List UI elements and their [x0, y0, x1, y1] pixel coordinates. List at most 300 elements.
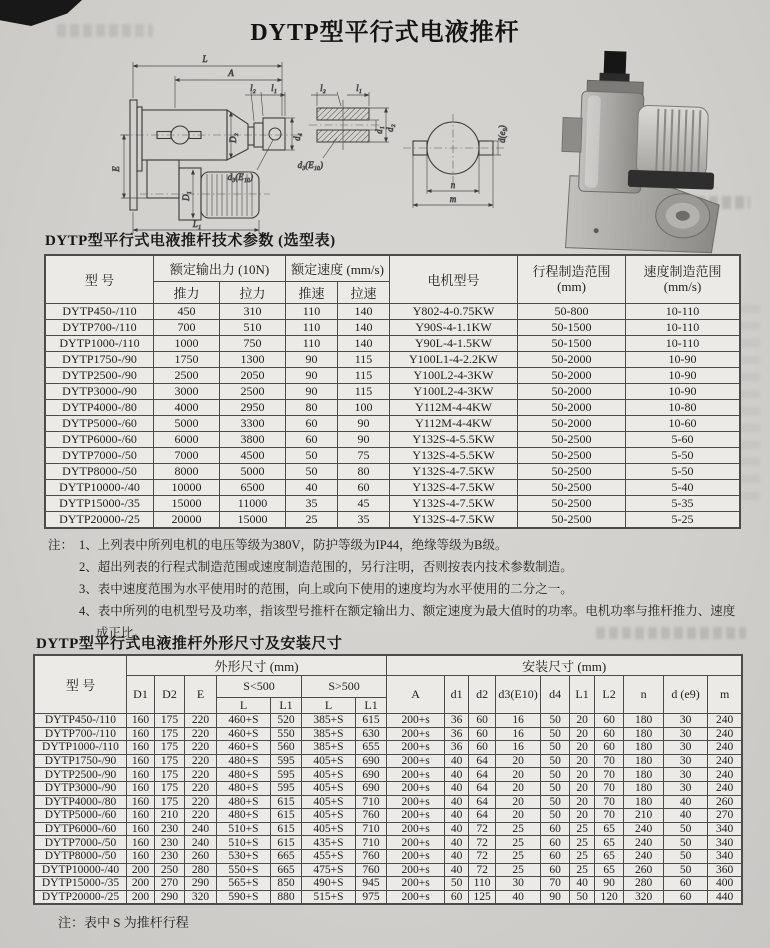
- col-header-install-dims: 安装尺寸 (mm): [387, 656, 742, 676]
- value-cell: 665: [271, 849, 302, 863]
- value-cell: 240: [708, 714, 742, 728]
- value-cell: 270: [155, 877, 185, 891]
- value-cell: 510+S: [217, 822, 271, 836]
- value-cell: 20: [570, 741, 595, 755]
- col-header-d1: d1: [445, 676, 469, 714]
- model-cell: DYTP1750-/90: [35, 754, 127, 768]
- value-cell: 880: [271, 890, 302, 904]
- params-table-wrap: [45, 255, 740, 528]
- value-cell: 175: [155, 714, 185, 728]
- col-header-L2: L2: [595, 676, 624, 714]
- table-row: [35, 741, 742, 755]
- value-cell: 64: [469, 781, 496, 795]
- side-view: [120, 100, 300, 220]
- value-cell: 50: [664, 836, 708, 850]
- value-cell: 5000: [220, 464, 286, 480]
- value-cell: 120: [595, 890, 624, 904]
- value-cell: 20: [570, 809, 595, 823]
- value-cell: 25: [496, 822, 541, 836]
- svg-text:d₃(E₁₀): d₃(E₁₀): [297, 160, 323, 170]
- trunnion-view: [403, 114, 507, 208]
- value-cell: 10-90: [626, 352, 740, 368]
- svg-text:d₄: d₄: [292, 133, 302, 141]
- value-cell: 975: [356, 890, 387, 904]
- value-cell: 210: [624, 809, 664, 823]
- value-cell: 60: [595, 727, 624, 741]
- svg-text:L₁: L₁: [192, 219, 202, 229]
- value-cell: 615: [356, 714, 387, 728]
- value-cell: 200+s: [387, 781, 445, 795]
- value-cell: 5-50: [626, 464, 740, 480]
- value-cell: 200+s: [387, 890, 445, 904]
- value-cell: 65: [595, 863, 624, 877]
- value-cell: 220: [185, 768, 217, 782]
- table-row: [35, 822, 742, 836]
- value-cell: 200: [127, 877, 155, 891]
- value-cell: 64: [469, 795, 496, 809]
- value-cell: 450: [154, 304, 220, 320]
- value-cell: 11000: [220, 496, 286, 512]
- table-row: [46, 336, 740, 352]
- table-row: [35, 768, 742, 782]
- value-cell: 480+S: [217, 809, 271, 823]
- note-line: 3、表中速度范围为水平使用时的范围，向上或向下使用的速度均为水平使用的二分之一。: [79, 582, 573, 596]
- model-cell: DYTP5000-/60: [35, 809, 127, 823]
- value-cell: 36: [445, 727, 469, 741]
- value-cell: 280: [185, 863, 217, 877]
- params-notes: [48, 534, 740, 644]
- value-cell: 180: [624, 741, 664, 755]
- col-header-push-force: 推力: [154, 282, 220, 304]
- value-cell: 65: [595, 849, 624, 863]
- value-cell: 320: [185, 890, 217, 904]
- value-cell: Y112M-4-4KW: [390, 416, 518, 432]
- table-row: [46, 384, 740, 400]
- svg-text:L: L: [202, 54, 208, 64]
- value-cell: 175: [155, 795, 185, 809]
- value-cell: 175: [155, 741, 185, 755]
- value-cell: 25: [570, 849, 595, 863]
- value-cell: 65: [595, 836, 624, 850]
- value-cell: 20: [570, 714, 595, 728]
- value-cell: 60: [541, 836, 570, 850]
- col-header-model: 型 号: [35, 656, 127, 714]
- value-cell: 230: [155, 836, 185, 850]
- value-cell: 405+S: [302, 795, 356, 809]
- value-cell: 25: [570, 822, 595, 836]
- value-cell: Y100L2-4-3KW: [390, 368, 518, 384]
- value-cell: 20: [496, 795, 541, 809]
- value-cell: 230: [155, 822, 185, 836]
- value-cell: 160: [127, 714, 155, 728]
- value-cell: 520: [271, 714, 302, 728]
- value-cell: 20: [570, 781, 595, 795]
- value-cell: 240: [624, 836, 664, 850]
- table-row: [35, 890, 742, 904]
- value-cell: 40: [445, 795, 469, 809]
- svg-text:A: A: [228, 68, 234, 78]
- value-cell: 16: [496, 727, 541, 741]
- value-cell: 40: [664, 809, 708, 823]
- value-cell: 90: [338, 432, 390, 448]
- value-cell: 310: [220, 304, 286, 320]
- model-cell: DYTP8000-/50: [46, 464, 154, 480]
- model-cell: DYTP2500-/90: [35, 768, 127, 782]
- table-row: [46, 448, 740, 464]
- value-cell: 140: [338, 304, 390, 320]
- value-cell: Y132S-4-7.5KW: [390, 496, 518, 512]
- value-cell: 200+s: [387, 836, 445, 850]
- value-cell: 405+S: [302, 754, 356, 768]
- value-cell: 220: [185, 795, 217, 809]
- value-cell: 72: [469, 836, 496, 850]
- value-cell: 50: [570, 890, 595, 904]
- value-cell: 40: [445, 836, 469, 850]
- value-cell: 240: [624, 849, 664, 863]
- value-cell: 40: [570, 877, 595, 891]
- value-cell: 455+S: [302, 849, 356, 863]
- table-row: [46, 432, 740, 448]
- value-cell: 655: [356, 741, 387, 755]
- dims-table: [34, 655, 742, 904]
- col-header-pull-speed: 拉速: [338, 282, 390, 304]
- note-line: 4、表中所列的电机型号及功率，指该型号推杆在额定输出力、额定速度为最大值时的功率。电机功率与推杆推力、速度成正比。: [79, 604, 736, 640]
- value-cell: 10-60: [626, 416, 740, 432]
- col-header-n: n: [624, 676, 664, 714]
- table-row: [35, 754, 742, 768]
- value-cell: 65: [595, 822, 624, 836]
- value-cell: 50: [286, 448, 338, 464]
- rod-end-section-view: [298, 83, 395, 170]
- value-cell: 40: [445, 863, 469, 877]
- value-cell: 40: [496, 890, 541, 904]
- value-cell: 240: [624, 822, 664, 836]
- value-cell: 385+S: [302, 714, 356, 728]
- value-cell: 5-60: [626, 432, 740, 448]
- value-cell: 1000: [154, 336, 220, 352]
- value-cell: 405+S: [302, 809, 356, 823]
- value-cell: 60: [664, 877, 708, 891]
- value-cell: 72: [469, 822, 496, 836]
- value-cell: 25: [496, 849, 541, 863]
- value-cell: 560: [271, 741, 302, 755]
- value-cell: Y802-4-0.75KW: [390, 304, 518, 320]
- value-cell: 75: [338, 448, 390, 464]
- table-row: [46, 480, 740, 496]
- value-cell: 565+S: [217, 877, 271, 891]
- value-cell: 160: [127, 754, 155, 768]
- value-cell: Y132S-4-5.5KW: [390, 432, 518, 448]
- value-cell: 230: [155, 849, 185, 863]
- value-cell: Y100L2-4-3KW: [390, 384, 518, 400]
- value-cell: 260: [185, 849, 217, 863]
- value-cell: 20: [570, 754, 595, 768]
- value-cell: 3300: [220, 416, 286, 432]
- value-cell: 50: [286, 464, 338, 480]
- value-cell: 20: [496, 781, 541, 795]
- model-cell: DYTP8000-/50: [35, 849, 127, 863]
- svg-text:l₂: l₂: [320, 83, 326, 93]
- value-cell: 210: [155, 809, 185, 823]
- value-cell: 50-2500: [518, 464, 626, 480]
- value-cell: 8000: [154, 464, 220, 480]
- value-cell: 20: [570, 727, 595, 741]
- value-cell: 3800: [220, 432, 286, 448]
- col-header-speed-range: [626, 256, 740, 304]
- value-cell: 20: [496, 768, 541, 782]
- table-row: [46, 416, 740, 432]
- value-cell: 16: [496, 714, 541, 728]
- value-cell: 240: [708, 781, 742, 795]
- model-cell: DYTP7000-/50: [35, 836, 127, 850]
- table-row: [46, 304, 740, 320]
- table-row: [35, 809, 742, 823]
- value-cell: 50-1500: [518, 336, 626, 352]
- value-cell: 60: [469, 714, 496, 728]
- value-cell: 200+s: [387, 849, 445, 863]
- svg-text:d₂: d₂: [385, 124, 395, 132]
- value-cell: Y132S-4-7.5KW: [390, 512, 518, 528]
- svg-text:l₁: l₁: [356, 83, 362, 93]
- value-cell: 180: [624, 754, 664, 768]
- value-cell: 30: [664, 741, 708, 755]
- speed-range-unit: (mm/s): [663, 278, 702, 294]
- value-cell: 50-2500: [518, 496, 626, 512]
- value-cell: 50-2000: [518, 384, 626, 400]
- col-header-m: m: [708, 676, 742, 714]
- value-cell: 180: [624, 795, 664, 809]
- value-cell: 160: [127, 849, 155, 863]
- value-cell: 70: [595, 795, 624, 809]
- model-cell: DYTP2500-/90: [46, 368, 154, 384]
- value-cell: 510: [220, 320, 286, 336]
- value-cell: 60: [286, 432, 338, 448]
- value-cell: 240: [708, 727, 742, 741]
- value-cell: 50: [541, 795, 570, 809]
- svg-text:d₁: d₁: [374, 126, 384, 134]
- value-cell: 515+S: [302, 890, 356, 904]
- table-row: [46, 320, 740, 336]
- col-header-d-e9: d (e9): [664, 676, 708, 714]
- model-cell: DYTP1000-/110: [35, 741, 127, 755]
- params-table: [45, 255, 740, 528]
- table-row: [35, 781, 742, 795]
- model-cell: DYTP4000-/80: [35, 795, 127, 809]
- value-cell: 35: [286, 496, 338, 512]
- params-section-heading: DYTP型平行式电液推杆技术参数 (选型表): [45, 233, 336, 249]
- value-cell: 460+S: [217, 714, 271, 728]
- value-cell: 750: [220, 336, 286, 352]
- value-cell: 90: [595, 877, 624, 891]
- value-cell: 5000: [154, 416, 220, 432]
- value-cell: 615: [271, 836, 302, 850]
- value-cell: 460+S: [217, 727, 271, 741]
- model-cell: DYTP6000-/60: [35, 822, 127, 836]
- value-cell: 200+s: [387, 768, 445, 782]
- value-cell: 1300: [220, 352, 286, 368]
- value-cell: 60: [469, 741, 496, 755]
- value-cell: 50-2500: [518, 512, 626, 528]
- value-cell: 70: [541, 877, 570, 891]
- value-cell: 70: [595, 781, 624, 795]
- table-row: [35, 849, 742, 863]
- model-cell: DYTP3000-/90: [35, 781, 127, 795]
- value-cell: 595: [271, 768, 302, 782]
- value-cell: 6500: [220, 480, 286, 496]
- value-cell: 550: [271, 727, 302, 741]
- value-cell: 80: [286, 400, 338, 416]
- value-cell: 175: [155, 754, 185, 768]
- value-cell: 530+S: [217, 849, 271, 863]
- value-cell: 30: [664, 714, 708, 728]
- value-cell: 50-2500: [518, 448, 626, 464]
- value-cell: 50: [541, 741, 570, 755]
- side-view-dimensions: [111, 54, 302, 234]
- value-cell: 110: [286, 336, 338, 352]
- value-cell: 160: [127, 768, 155, 782]
- value-cell: 70: [595, 768, 624, 782]
- svg-text:l₁: l₁: [271, 83, 277, 93]
- value-cell: 60: [541, 849, 570, 863]
- col-header-rated-force: 额定输出力 (10N): [154, 256, 286, 282]
- model-cell: DYTP5000-/60: [46, 416, 154, 432]
- value-cell: 200+s: [387, 809, 445, 823]
- table-row: [46, 352, 740, 368]
- value-cell: 50: [541, 781, 570, 795]
- value-cell: 20: [570, 795, 595, 809]
- value-cell: 220: [185, 741, 217, 755]
- value-cell: 710: [356, 836, 387, 850]
- col-header-push-speed: 推速: [286, 282, 338, 304]
- value-cell: 240: [708, 768, 742, 782]
- value-cell: 290: [185, 877, 217, 891]
- value-cell: 20000: [154, 512, 220, 528]
- value-cell: 200+s: [387, 754, 445, 768]
- value-cell: 200+s: [387, 727, 445, 741]
- table-row: [46, 464, 740, 480]
- value-cell: 72: [469, 863, 496, 877]
- value-cell: 10-80: [626, 400, 740, 416]
- value-cell: 140: [338, 336, 390, 352]
- value-cell: 50-1500: [518, 320, 626, 336]
- value-cell: 1750: [154, 352, 220, 368]
- value-cell: 10-110: [626, 336, 740, 352]
- value-cell: 615: [271, 795, 302, 809]
- col-header-L1-lt: L1: [271, 698, 302, 714]
- stroke-range-unit: (mm): [557, 278, 586, 294]
- model-cell: DYTP450-/110: [46, 304, 154, 320]
- value-cell: 595: [271, 754, 302, 768]
- value-cell: 590+S: [217, 890, 271, 904]
- value-cell: Y132S-4-7.5KW: [390, 464, 518, 480]
- value-cell: 200+s: [387, 714, 445, 728]
- value-cell: 50-2000: [518, 352, 626, 368]
- table-row: [46, 496, 740, 512]
- value-cell: 60: [541, 863, 570, 877]
- value-cell: 50: [664, 849, 708, 863]
- col-header-d2: d2: [469, 676, 496, 714]
- col-header-pull-force: 拉力: [220, 282, 286, 304]
- col-header-A: A: [387, 676, 445, 714]
- value-cell: 385+S: [302, 741, 356, 755]
- value-cell: 475+S: [302, 863, 356, 877]
- value-cell: 25: [496, 863, 541, 877]
- value-cell: 50: [541, 714, 570, 728]
- value-cell: 4500: [220, 448, 286, 464]
- value-cell: 45: [338, 496, 390, 512]
- value-cell: 200+s: [387, 822, 445, 836]
- value-cell: 4000: [154, 400, 220, 416]
- value-cell: 615: [271, 809, 302, 823]
- value-cell: 90: [541, 890, 570, 904]
- svg-text:m: m: [449, 194, 457, 204]
- model-cell: DYTP10000-/40: [35, 863, 127, 877]
- value-cell: 690: [356, 781, 387, 795]
- value-cell: 50: [541, 754, 570, 768]
- value-cell: 16: [496, 741, 541, 755]
- value-cell: 160: [127, 836, 155, 850]
- value-cell: 6000: [154, 432, 220, 448]
- value-cell: 50-2500: [518, 480, 626, 496]
- value-cell: 490+S: [302, 877, 356, 891]
- svg-text:n: n: [450, 180, 456, 190]
- value-cell: 180: [624, 727, 664, 741]
- value-cell: 50-2000: [518, 416, 626, 432]
- table-row: [35, 795, 742, 809]
- value-cell: 2500: [154, 368, 220, 384]
- col-header-L-gt: L: [302, 698, 356, 714]
- dims-section-heading: DYTP型平行式电液推杆外形尺寸及安装尺寸: [36, 636, 343, 652]
- value-cell: 40: [664, 795, 708, 809]
- value-cell: 72: [469, 849, 496, 863]
- model-cell: DYTP1750-/90: [46, 352, 154, 368]
- value-cell: 710: [356, 822, 387, 836]
- col-header-motor: 电机型号: [390, 256, 518, 304]
- value-cell: 240: [708, 754, 742, 768]
- col-header-L1: L1: [570, 676, 595, 714]
- value-cell: 15000: [154, 496, 220, 512]
- value-cell: 60: [664, 890, 708, 904]
- value-cell: 90: [286, 368, 338, 384]
- value-cell: 90: [286, 352, 338, 368]
- value-cell: 50: [541, 768, 570, 782]
- value-cell: 480+S: [217, 754, 271, 768]
- value-cell: 160: [127, 741, 155, 755]
- value-cell: 50-2000: [518, 368, 626, 384]
- value-cell: 40: [286, 480, 338, 496]
- value-cell: 690: [356, 768, 387, 782]
- value-cell: 550+S: [217, 863, 271, 877]
- value-cell: Y90L-4-1.5KW: [390, 336, 518, 352]
- value-cell: 200+s: [387, 741, 445, 755]
- value-cell: 50-2000: [518, 400, 626, 416]
- value-cell: 220: [185, 727, 217, 741]
- value-cell: 40: [445, 754, 469, 768]
- value-cell: 240: [185, 822, 217, 836]
- value-cell: 25: [570, 863, 595, 877]
- value-cell: 30: [664, 754, 708, 768]
- value-cell: 110: [286, 304, 338, 320]
- value-cell: 175: [155, 781, 185, 795]
- value-cell: 10-90: [626, 368, 740, 384]
- value-cell: 175: [155, 727, 185, 741]
- value-cell: 440: [708, 890, 742, 904]
- value-cell: 665: [271, 863, 302, 877]
- dims-table-wrap: [34, 655, 742, 904]
- value-cell: 3000: [154, 384, 220, 400]
- value-cell: 80: [338, 464, 390, 480]
- table-row: [35, 714, 742, 728]
